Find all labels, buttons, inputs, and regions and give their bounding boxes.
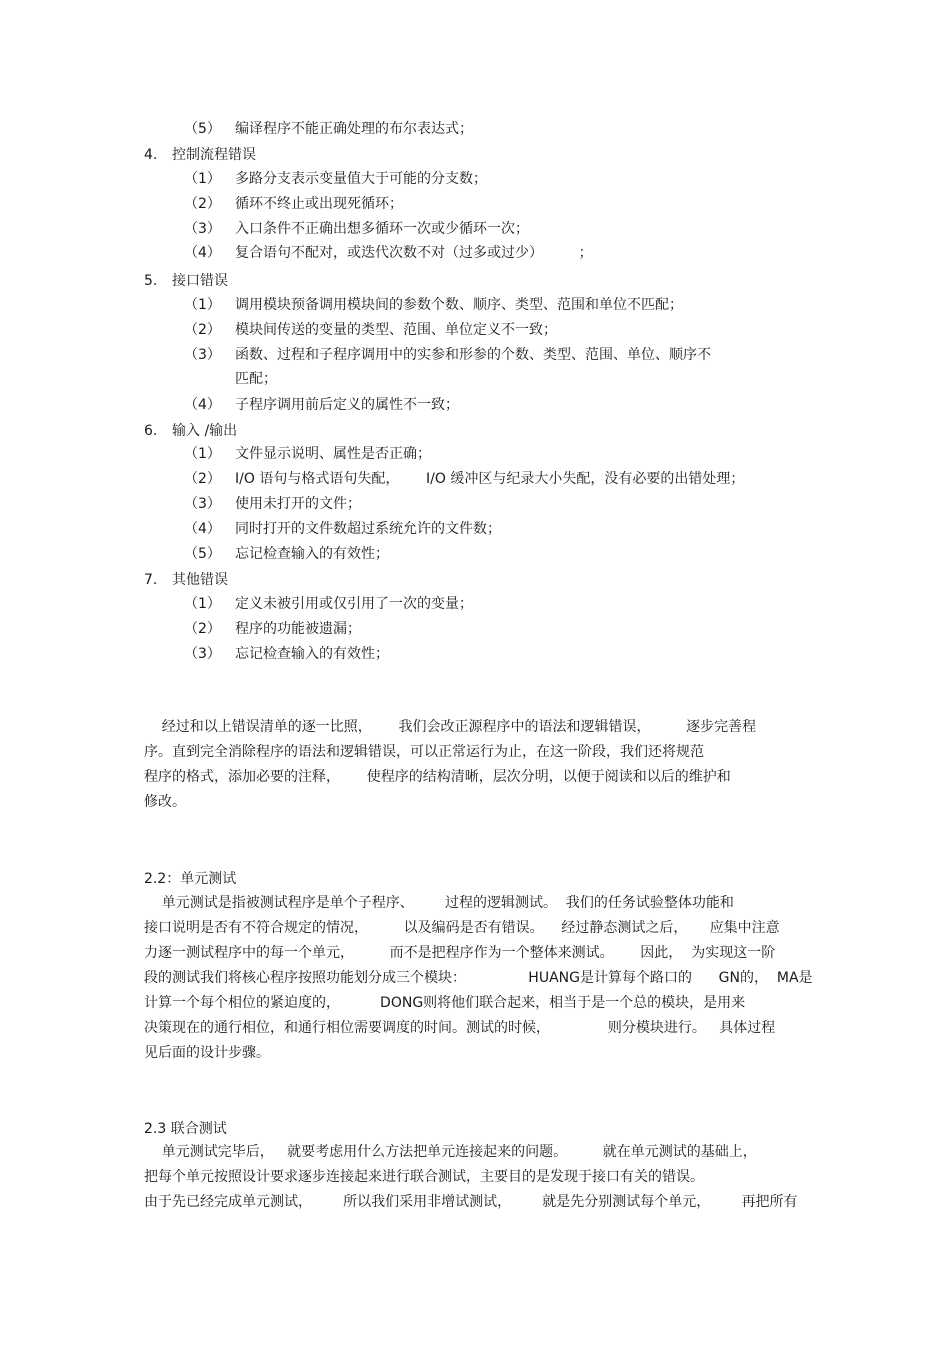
list-item-text: 使用未打开的文件； (235, 496, 361, 512)
list-item-text: 调用模块预备调用模块间的参数个数、顺序、类型、范围和单位不匹配； (235, 297, 683, 313)
list-item-text: 多路分支表示变量值大于可能的分支数； (235, 171, 487, 187)
section-heading: 输入 /输出 (172, 423, 238, 439)
item-number: （2） (184, 196, 221, 212)
item-number: （5） (184, 546, 221, 562)
list-item-text: 复合语句不配对，或迭代次数不对（过多或过少） ； (235, 245, 593, 261)
paragraph-line: 序。直到完全消除程序的语法和逻辑错误，可以正常运行为止，在这一阶段，我们还将规范 (144, 744, 704, 760)
list-item-text: 忘记检查输入的有效性； (235, 546, 389, 562)
paragraph-line: 力逐一测试程序中的每一个单元， 而不是把程序作为一个整体来测试。 因此， 为实现这一阶 (144, 945, 776, 961)
item-number: （1） (184, 596, 221, 612)
paragraph-line: 决策现在的通行相位，和通行相位需要调度的时间。测试的时候， 则分模块进行。 具体过程 (144, 1020, 776, 1036)
paragraph-line: 经过和以上错误清单的逐一比照， 我们会改正源程序中的语法和逻辑错误， 逐步完善程 (144, 719, 757, 735)
section-number: 5. (144, 273, 158, 289)
paragraph-line: 单元测试是指被测试程序是单个子程序、 过程的逻辑测试。 我们的任务试验整体功能和 (144, 895, 734, 911)
item-number: （4） (184, 521, 221, 537)
item-number: （1） (184, 446, 221, 462)
item-number: （1） (184, 171, 221, 187)
section-number: 6. (144, 423, 158, 439)
paragraph-line: 单元测试完毕后， 就要考虑用什么方法把单元连接起来的问题。 就在单元测试的基础上， (144, 1144, 757, 1160)
paragraph-line: 段的测试我们将核心程序按照功能划分成三个模块： HUANG是计算每个路口的 GN的， MA是 (144, 970, 813, 986)
item-number: （3） (184, 496, 221, 512)
list-item-text: 忘记检查输入的有效性； (235, 646, 389, 662)
list-item-text: 模块间传送的变量的类型、范围、单位定义不一致； (235, 322, 557, 338)
list-item-text: 定义未被引用或仅引用了一次的变量； (235, 596, 473, 612)
list-item-text: 同时打开的文件数超过系统允许的文件数； (235, 521, 501, 537)
paragraph-line: 计算一个每个相位的紧迫度的， DONG则将他们联合起来，相当于是一个总的模块，是用来 (144, 995, 746, 1011)
paragraph-line: 由于先已经完成单元测试， 所以我们采用非增试测试， 就是先分别测试每个单元， 再把所有 (144, 1194, 798, 1210)
list-item-text: 子程序调用前后定义的属性不一致； (235, 397, 459, 413)
list-item-text: 入口条件不正确出想多循环一次或少循环一次； (235, 221, 529, 237)
item-number: （4） (184, 245, 221, 261)
subsection-heading: 2.2：单元测试 (144, 871, 237, 887)
item-number: （2） (184, 621, 221, 637)
section-heading: 控制流程错误 (172, 147, 256, 163)
list-item-text: 编译程序不能正确处理的布尔表达式； (235, 121, 473, 137)
paragraph-line: 修改。 (144, 794, 186, 810)
list-item-text: I/O 语句与格式语句失配， I/O 缓冲区与纪录大小失配，没有必要的出错处理； (235, 471, 745, 487)
item-number: （4） (184, 397, 221, 413)
list-item-text-continuation: 匹配； (235, 371, 277, 387)
paragraph-line: 把每个单元按照设计要求逐步连接起来进行联合测试，主要目的是发现于接口有关的错误。 (144, 1169, 704, 1185)
list-item-text: 文件显示说明、属性是否正确； (235, 446, 431, 462)
item-number: （5） (184, 121, 221, 137)
paragraph-line: 程序的格式，添加必要的注释， 使程序的结构清晰，层次分明，以便于阅读和以后的维护和 (144, 769, 731, 785)
list-item-text: 函数、过程和子程序调用中的实参和形参的个数、类型、范围、单位、顺序不 (235, 347, 711, 363)
list-item-text: 程序的功能被遗漏； (235, 621, 361, 637)
item-number: （1） (184, 297, 221, 313)
section-number: 7. (144, 572, 158, 588)
section-number: 4. (144, 147, 158, 163)
item-number: （3） (184, 221, 221, 237)
section-heading: 其他错误 (172, 572, 228, 588)
paragraph-line: 接口说明是否有不符合规定的情况， 以及编码是否有错误。 经过静态测试之后， 应集中注意 (144, 920, 780, 936)
item-number: （2） (184, 322, 221, 338)
item-number: （3） (184, 646, 221, 662)
list-item-text: 循环不终止或出现死循环； (235, 196, 403, 212)
section-heading: 接口错误 (172, 273, 228, 289)
subsection-heading: 2.3 联合测试 (144, 1121, 227, 1137)
paragraph-line: 见后面的设计步骤。 (144, 1045, 270, 1061)
item-number: （3） (184, 347, 221, 363)
item-number: （2） (184, 471, 221, 487)
